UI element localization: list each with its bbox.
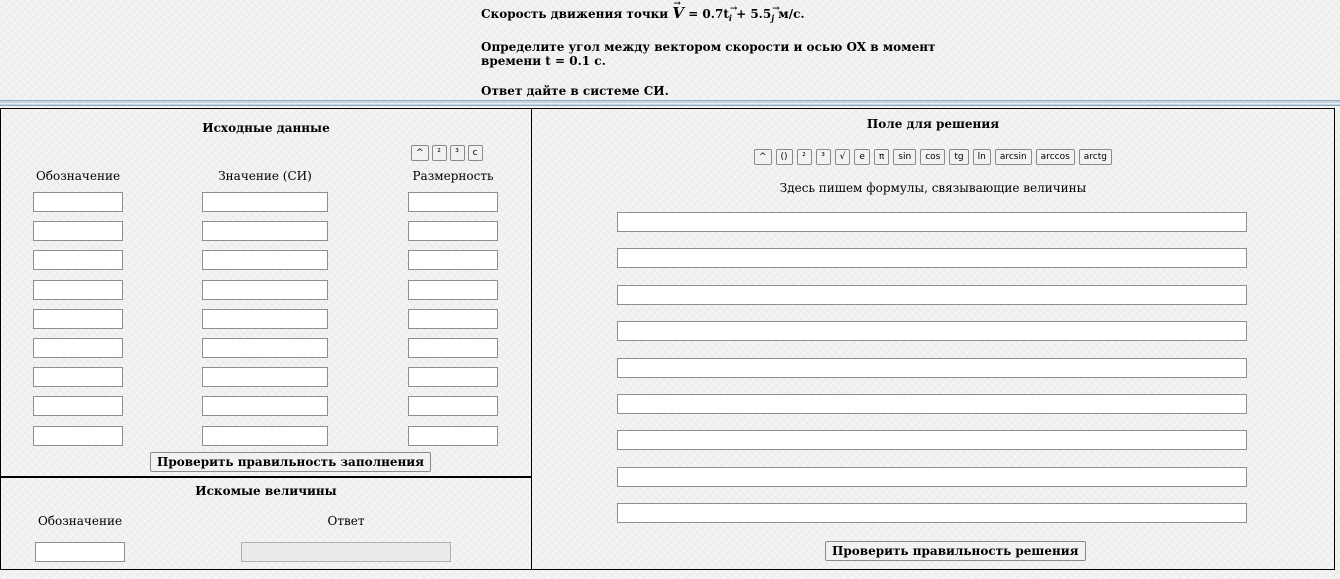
formula-input-1[interactable]: [617, 212, 1247, 232]
solution-key-ln[interactable]: ln: [973, 149, 991, 165]
input-value-5[interactable]: [202, 309, 328, 329]
input-unit-6[interactable]: [408, 338, 498, 358]
input-unit-1[interactable]: [408, 192, 498, 212]
formula-input-3[interactable]: [617, 285, 1247, 305]
col-header-unit: Размерность: [412, 169, 494, 183]
input-value-2[interactable]: [202, 221, 328, 241]
solution-key-pi[interactable]: π: [874, 149, 889, 165]
input-unit-9[interactable]: [408, 426, 498, 446]
solution-title: Поле для решения: [866, 117, 1000, 131]
initial-data-title: Исходные данные: [202, 121, 330, 135]
velocity-vector-symbol: → V: [672, 6, 684, 20]
task-prefix: Скорость движения точки: [481, 7, 669, 21]
input-value-3[interactable]: [202, 250, 328, 270]
input-symbol-9[interactable]: [33, 426, 123, 446]
solution-key-square[interactable]: ²: [797, 149, 812, 165]
header-separator: [0, 100, 1340, 106]
solution-key-caret[interactable]: ^: [754, 149, 772, 165]
formula-input-4[interactable]: [617, 321, 1247, 341]
check-filling-button[interactable]: Проверить правильность заполнения: [150, 452, 431, 472]
input-value-7[interactable]: [202, 367, 328, 387]
input-value-1[interactable]: [202, 192, 328, 212]
formula-plus: + 5.5: [736, 7, 772, 21]
input-unit-5[interactable]: [408, 309, 498, 329]
task-si-note: Ответ дайте в системе СИ.: [481, 84, 669, 98]
input-value-8[interactable]: [202, 396, 328, 416]
solution-hint: Здесь пишем формулы, связывающие величины: [779, 181, 1087, 195]
keypad-key-cube[interactable]: ³: [450, 145, 465, 161]
unit-vector-j: → j: [771, 11, 774, 25]
input-symbol-5[interactable]: [33, 309, 123, 329]
col-header-symbol: Обозначение: [35, 169, 121, 183]
sought-col-symbol: Обозначение: [37, 514, 123, 528]
input-unit-4[interactable]: [408, 280, 498, 300]
solution-keypad: [532, 149, 1334, 165]
solution-key-parens[interactable]: (): [776, 149, 793, 165]
input-value-9[interactable]: [202, 426, 328, 446]
task-velocity-line: [481, 6, 941, 25]
input-unit-3[interactable]: [408, 250, 498, 270]
input-symbol-7[interactable]: [33, 367, 123, 387]
col-header-value: Значение (СИ): [218, 169, 312, 183]
unit-vector-i: → i: [729, 11, 732, 25]
input-value-4[interactable]: [202, 280, 328, 300]
solution-key-cube[interactable]: ³: [816, 149, 831, 165]
input-symbol-1[interactable]: [33, 192, 123, 212]
solution-key-e[interactable]: e: [854, 149, 870, 165]
formula-input-6[interactable]: [617, 394, 1247, 414]
check-solution-button[interactable]: Проверить правильность решения: [825, 541, 1086, 561]
input-value-6[interactable]: [202, 338, 328, 358]
keypad-key-caret[interactable]: ^: [411, 145, 429, 161]
initial-data-keypad: [411, 145, 486, 161]
initial-data-panel: [0, 108, 532, 477]
input-symbol-3[interactable]: [33, 250, 123, 270]
keypad-key-square[interactable]: ²: [432, 145, 447, 161]
formula-eq: = 0.7t: [688, 7, 729, 21]
sought-title: Искомые величины: [195, 484, 337, 498]
input-symbol-8[interactable]: [33, 396, 123, 416]
solution-key-arccos[interactable]: arccos: [1036, 149, 1075, 165]
formula-input-7[interactable]: [617, 430, 1247, 450]
sought-symbol-input[interactable]: [35, 542, 125, 562]
formula-units: м/с.: [778, 7, 805, 21]
input-unit-7[interactable]: [408, 367, 498, 387]
sought-values-panel: [0, 477, 532, 570]
formula-input-9[interactable]: [617, 503, 1247, 523]
solution-key-sqrt[interactable]: √: [835, 149, 851, 165]
task-question: Определите угол между вектором скорости и осью OX в момент времени t = 0.1 с.: [481, 40, 936, 68]
input-symbol-6[interactable]: [33, 338, 123, 358]
input-symbol-4[interactable]: [33, 280, 123, 300]
formula-input-5[interactable]: [617, 358, 1247, 378]
formula-input-8[interactable]: [617, 467, 1247, 487]
input-symbol-2[interactable]: [33, 221, 123, 241]
sought-answer-field: [241, 542, 451, 562]
task-statement: [481, 6, 941, 98]
input-unit-8[interactable]: [408, 396, 498, 416]
keypad-key-c[interactable]: c: [468, 145, 483, 161]
sought-col-answer: Ответ: [327, 514, 365, 528]
solution-key-arcsin[interactable]: arcsin: [995, 149, 1032, 165]
solution-key-tg[interactable]: tg: [949, 149, 968, 165]
input-unit-2[interactable]: [408, 221, 498, 241]
solution-key-arctg[interactable]: arctg: [1079, 149, 1112, 165]
solution-key-cos[interactable]: cos: [920, 149, 945, 165]
solution-key-sin[interactable]: sin: [893, 149, 916, 165]
formula-input-2[interactable]: [617, 248, 1247, 268]
solution-panel: [531, 108, 1335, 570]
